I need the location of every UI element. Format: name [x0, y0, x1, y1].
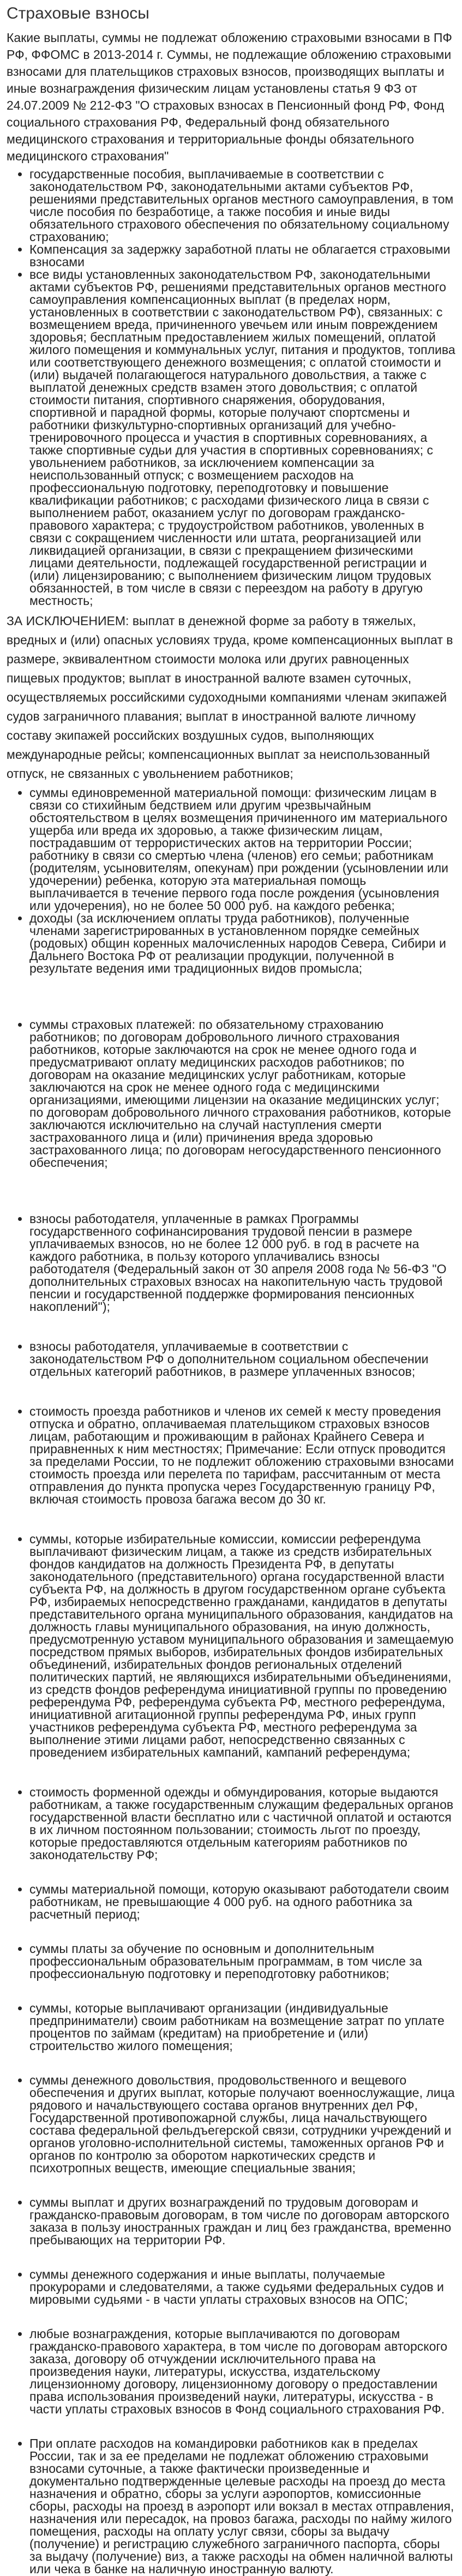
list-employer-contributions: [7, 1213, 455, 1313]
list-benefits: [7, 168, 455, 607]
list-item: • При оплате расходов на командировки работников как в пределах России, так и за ее пределами не подлежат обложению страховыми взносами суточные, а также фактически произведенные и документально подтвержденные целевые расходы на проезд до места назначения и обратно, сборы за услуги аэропортов, комиссионные сборы, расходы на проезд в аэропорт или вокзал в местах отправления, назначения или пересадок, на провоз багажа, расходы по найму жилого помещения, расходы на оплату услуг связи, сборы за выдачу (получение) и регистрацию служебного заграничного паспорта, сборы за выдачу (получение) виз, а также расходы на обмен наличной валюты или чека в банке на наличную иностранную валюту.: [29, 2437, 455, 2575]
list-loan-interest: [7, 2002, 455, 2052]
list-item: • стоимость форменной одежды и обмундирования, которые выдаются работникам, а также государственным служащим федеральных органов государственной власти бесплатно или с частичной оплатой и остаются в их личном постоянном пользовании; стоимость льгот по проезду, которые предоставляются отдельным категориям работников по законодательству РФ;: [29, 1786, 455, 1861]
list-item: • все виды установленных законодательством РФ, законодательными актами субъектов РФ, решениями представительных органов местного самоуправления компенсационных выплат (в пределах норм, установленных в соответствии с законодательством РФ), связанных: с возмещением вреда, причиненного увечьем или иным повреждением здоровья; бесплатным предоставлением жилых помещений, оплатой жилого помещения и коммунальных услуг, питания и продуктов, топлива или соответствующего денежного возмещения; с оплатой стоимости и (или) выдачей полагающегося натурального довольствия, а также с выплатой денежных средств взамен этого довольствия; с оплатой стоимости питания, спортивного снаряжения, оборудования, спортивной и парадной формы, которые получают спортсмены и работники физкультурно-спортивных организаций для учебно-тренировочного процесса и участия в спортивных соревнованиях, а также спортивные судьи для участия в спортивных соревнованиях; с увольнением работников, за исключением компенсации за неиспользованный отпуск; с возмещением расходов на профессиональную подготовку, переподготовку и повышение квалификации работников; с расходами физического лица в связи с выполнением работ, оказанием услуг по договорам гражданско-правового характера; с трудоустройством работников, уволенных в связи с сокращением численности или штата, реорганизацией или ликвидацией организации, в связи с прекращением физическими лицами деятельности, подлежащей государственной регистрации и (или) лицензированию; с выполнением физическим лицом трудовых обязанностей, в том числе в связи с переездом на работу в другую местность;: [29, 268, 455, 607]
list-item: • суммы материальной помощи, которую оказывают работодатели своим работникам, не превышающие 4 000 руб. на одного работника за расчетный период;: [29, 1883, 455, 1921]
list-prosecutors: [7, 2268, 455, 2306]
list-item: • суммы единовременной материальной помощи: физическим лицам в связи со стихийным бедствием или другим чрезвычайным обстоятельством в целях возмещения причиненного им материального ущерба или вреда их здоровью, а также физическим лицам, пострадавшим от террористических актов на территории России; работнику в связи со смертью члена (членов) его семьи; работникам (родителям, усыновителям, опекунам) при рождении (усыновлении или удочерении) ребенка, которую эта материальная помощь выплачивается в течение первого года после рождения (усыновления или удочерения), но не более 50 000 руб. на каждого ребенка;: [29, 787, 455, 912]
list-foreigners: [7, 2196, 455, 2246]
list-item: • взносы работодателя, уплаченные в рамках Программы государственного софинансирования трудовой пенсии в размере уплачиваемых взносов, но не более 12 000 руб. в год в расчете на каждого работника, в пользу которого уплачивались взносы работодателя (Федеральный закон от 30 апреля 2008 года № 56-ФЗ "О дополнительных страховых взносах на накопительную часть трудовой пенсии и государственной поддержке формирования пенсионных накоплений");: [29, 1213, 455, 1313]
list-military: [7, 2074, 455, 2174]
list-item: • любые вознаграждения, которые выплачиваются по договорам гражданско-правового характера, в том числе по договорам авторского заказа, договору об отчуждении исключительного права на произведения науки, литературы, искусства, издательскому лицензионному договору, лицензионному договору о предоставлении права использования произведений науки, литературы, искусства - в части уплаты страховых взносов в Фонд социального страхования РФ.: [29, 2328, 455, 2416]
list-item: • Компенсация за задержку заработной платы не облагается страховыми взносами: [29, 243, 455, 268]
list-item: • суммы страховых платежей: по обязательному страхованию работников; по договорам добровольного личного страхования работников, которые заключаются на срок не менее одного года и предусматривают оплату медицинских расходов работников; по договорам на оказание медицинских услуг работникам, которые заключаются на срок не менее одного года с медицинскими организациями, имеющими лицензии на оказание медицинских услуг; по договорам добровольного личного страхования работников, которые заключаются исключительно на случай наступления смерти застрахованного лица и (или) причинения вреда здоровью застрахованного лица; по договорам негосударственного пенсионного обеспечения;: [29, 1019, 455, 1169]
list-4000-aid: [7, 1883, 455, 1921]
list-insurance: [7, 1019, 455, 1169]
list-item: • доходы (за исключением оплаты труда работников), полученные членами зарегистрированных в установленном порядке семейных (родовых) общин коренных малочисленных народов Севера, Сибири и Дальнего Востока РФ от реализации продукции, полученной в результате ведения ими традиционных видов промысла;: [29, 912, 455, 975]
list-education: [7, 1943, 455, 1980]
list-item: • суммы денежного довольствия, продовольственного и вещевого обеспечения и других выплат, которые получают военнослужащие, лица рядового и начальствующего состава органов внутренних дел РФ, Государственной противопожарной службы, лица начальствующего состава федеральной фельдъегерской связи, сотрудники учреждений и органов уголовно-исполнительной системы, таможенных органов РФ и органов по контролю за оборотом наркотических средств и психотропных веществ, имеющие специальные звания;: [29, 2074, 455, 2174]
page-title: Страховые взносы: [7, 4, 149, 22]
exclusion-paragraph: ЗА ИСКЛЮЧЕНИЕМ: выплат в денежной форме за работу в тяжелых, вредных и (или) опасных условиях труда, кроме компенсационных выплат в размере, эквивалентном стоимости молока или других равноценных пищевых продуктов; выплат в иностранной валюте взамен суточных, осуществляемых российскими судоходными компаниями членам экипажей судов заграничного плавания; выплат в иностранной валюте личному составу экипажей российских воздушных судов, выполняющих международные рейсы; компенсационных выплат за неиспользованный отпуск, не связанных с увольнением работников;: [7, 614, 453, 781]
list-item: • суммы, которые избирательные комиссии, комиссии референдума выплачивают физическим лицам, а также из средств избирательных фондов кандидатов на должность Президента РФ, в депутаты законодательного (представительного) органа государственной власти субъекта РФ, на должность в другом государственном органе субъекта РФ, избираемых непосредственно гражданами, кандидатов в депутаты представительного органа муниципального образования, кандидатов на должность главы муниципального образования, на иную должность, предусмотренную уставом муниципального образования и замещаемую посредством прямых выборов, избирательных фондов избирательных объединений, избирательных фондов региональных отделений политических партий, не являющихся избирательными объединениями, из средств фондов референдума инициативной группы по проведению референдума РФ, референдума субъекта РФ, местного референдума, инициативной агитационной группы референдума РФ, иных групп участников референдума субъекта РФ, местного референдума за выполнение этими лицами работ, непосредственно связанных с проведением избирательных кампаний, кампаний референдума;: [29, 1533, 455, 1759]
list-uniform: [7, 1786, 455, 1861]
list-item: • суммы выплат и других вознаграждений по трудовым договорам и гражданско-правовым договорам, в том числе по договорам авторского заказа в пользу иностранных граждан и лиц без гражданства, временно пребывающих на территории РФ.: [29, 2196, 455, 2246]
intro-paragraph: Какие выплаты, суммы не подлежат обложению страховыми взносами в ПФ РФ, ФФОМС в 2013-2014 г. Суммы, не подлежащие обложению страховыми взносами для плательщиков страховых взносов, производящих выплаты и иные вознаграждения физическим лицам установлены статья 9 ФЗ от 24.07.2009 № 212-ФЗ "О страховых взносах в Пенсионный фонд РФ, Фонд социального страхования РФ, Федеральный фонд обязательного медицинского страхования и территориальные фонды обязательного медицинского страхования": [7, 31, 452, 163]
list-business-trips: [7, 2437, 455, 2575]
list-material-aid: [7, 787, 455, 975]
list-travel-cost: [7, 1405, 455, 1506]
list-item: • стоимость проезда работников и членов их семей к месту проведения отпуска и обратно, оплачиваемая плательщиком страховых взносов лицам, работающим и проживающим в районах Крайнего Севера и приравненных к ним местностях; Примечание: Если отпуск проводится за пределами России, то не подлежит обложению страховыми взносами стоимость проезда или перелета по тарифам, рассчитанным от места отправления до пункта пропуска через Государственную границу РФ, включая стоимость провоза багажа весом до 30 кг.: [29, 1405, 455, 1506]
list-additional-social: [7, 1340, 455, 1378]
list-election-payments: [7, 1533, 455, 1759]
list-item: • взносы работодателя, уплачиваемые в соответствии с законодательством РФ о дополнительном социальном обеспечении отдельных категорий работников, в размере уплаченных взносов;: [29, 1340, 455, 1378]
list-item: • суммы платы за обучение по основным и дополнительным профессиональным образовательным программам, в том числе за профессиональную подготовку и переподготовку работников;: [29, 1943, 455, 1980]
list-item: • суммы, которые выплачивают организации (индивидуальные предприниматели) своим работникам на возмещение затрат по уплате процентов по займам (кредитам) на приобретение и (или) строительство жилого помещения;: [29, 2002, 455, 2052]
list-item: • суммы денежного содержания и иные выплаты, получаемые прокурорами и следователями, а также судьями федеральных судов и мировыми судьями - в части уплаты страховых взносов на ОПС;: [29, 2268, 455, 2306]
list-civil-contracts: [7, 2328, 455, 2416]
list-item: • государственные пособия, выплачиваемые в соответствии с законодательством РФ, законодательными актами субъектов РФ, решениями представительных органов местного самоуправления, в том числе пособия по безработице, а также пособия и иные виды обязательного страхового обеспечения по обязательному социальному страхованию;: [29, 168, 455, 243]
